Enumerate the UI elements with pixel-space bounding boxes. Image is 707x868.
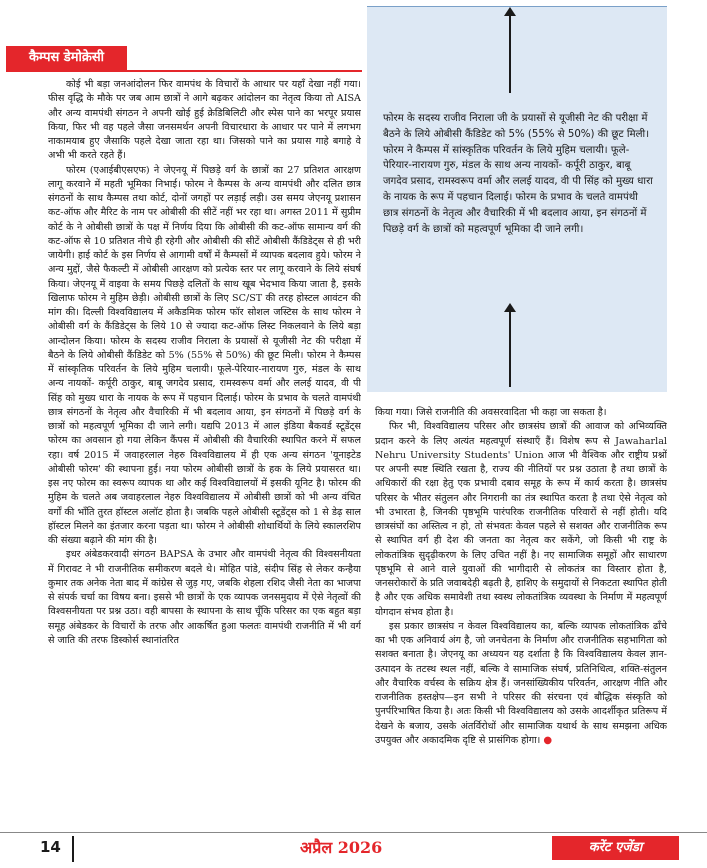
arrow-line-bottom (509, 309, 511, 387)
section-rule (6, 70, 362, 72)
page-number: 14 (40, 838, 61, 856)
magazine-name: करेंट एजेंडा (552, 836, 679, 860)
page-number-divider (72, 836, 74, 862)
body-paragraph-last (375, 620, 667, 748)
pullquote-text: फोरम के सदस्य राजीव निराला जी के प्रयासों से यूजीसी नेट की परीक्षा में बैठने के लिये ओबीसी कैंडिडेट को 5% (55% से 50%) की छूट मिली। फोरम ने कैम्पस में सांस्कृतिक परिवर्तन के लिये मुहिम चलायी। फूले-पेरियार-नारायण गुरु, मंडल के साथ अन्य नायकों- कर्पूरी ठाकुर, बाबू जगदेव प्रसाद, रामस्वरूप वर्मा और ललई यादव, वी पी सिंह को मुख्य धारा के नायक के रूप में पहचान दिलाई। फोरम के प्रभाव के चलते वामपंथी छात्र संगठनों के नेतृत्व और वैचारिकी में भी बदलाव आया, इन संगठनों में पिछड़े वर्ग के छात्रों को महत्वपूर्ण भूमिका दी जाने लगी। (383, 113, 653, 235)
article-column-right (375, 406, 667, 826)
issue-date: अप्रैल 2026 (300, 838, 383, 857)
body-paragraph: फोरम (एआईबीएसएफ) ने जेएनयू में पिछड़े वर्ग के छात्रों का 27 प्रतिशत आरक्षण लागू करवाने में महती भूमिका निभाई। फोरम ने कैम्पस के अन्य वामपंथी और दलित छात्र संगठनों के साथ कैम्पस तथा कोर्ट, दोनों जगहों पर लड़ाई लड़ी। उस समय जेएनयू प्रशासन कट-ऑफ और मैरिट के नाम पर ओबीसी की सीटें नहीं भर रहा था। अगस्त 2011 में सुप्रीम कोर्ट के ने ओबीसी छात्रों के पक्ष में निर्णय दिया कि ओबीसी की कट-ऑफ सामान्य वर्ग की कट-ऑफ से 10 प्रतिशत नीचे ही रहेगी और ओबीसी की सीटें ओबीसी कैंडिडेट्स से ही भरी जायेगी। हाई कोर्ट के इस निर्णय से आगामी वर्षों में कैम्पसों में व्यापक बदलाव हुये। फोरम ने अन्य मुद्दों, जैसे फैकल्टी में ओबीसी आरक्षण को प्रत्येक स्तर पर लागू करवाने के लिये संघर्ष किया। जेएनयू में वाइवा के समय पिछड़े दलितों के साथ खूब भेदभाव किया जाता है, इसके खिलाफ फोरम ने मुहिम छेड़ी। ओबीसी छात्रों के लिए SC/ST की तरह होस्टल आवंटन की मांग की। दिल्ली विश्वविद्यालय में अकैडमिक फोरम फॉर सोशल जस्टिस के साथ फोरम ने ओबीसी वर्ग के कैंडिडेट्स के लिये 10 से ज्यादा कट-ऑफ लिस्ट निकलवाने के लिये बड़ा आन्दोलन किया। फोरम के सदस्य राजीव निराला के प्रयासों से यूजीसी नेट की परीक्षा में बैठने के लिये ओबीसी कैंडिडेट को 5% (55% से 50%) की छूट मिली। फोरम ने कैम्पस में सांस्कृतिक परिवर्तन के लिये मुहिम चलायी। फूले-पेरियार-नारायण गुरु, मंडल के साथ अन्य नायकों- कर्पूरी ठाकुर, बाबू जगदेव प्रसाद, रामस्वरूप वर्मा और ललई यादव, वी पी सिंह को मुख्य धारा के नायक के रूप में पहचान दिलाई। फोरम के प्रभाव के चलते वामपंथी छात्र संगठनों के नेतृत्व और वैचारिकी में भी बदलाव आया, इन संगठनों में पिछड़े वर्ग के छात्रों को महत्वपूर्ण भूमिका दी जाने लगी। यद्यपि 2013 में आल इंडिया बैकवर्ड स्टूडेंट्स फोरम का अवसान हो गया लेकिन कैंपस में ओबीसी की वैचारिकी स्थापित करने में सफल रहा। वर्ष 2015 में जवाहरलाल नेहरु विश्वविद्यालय में ही एक अन्य संगठन 'यूनाइटेड ओबीसी फोरम' की स्थापना हुई। नया फोरम ओबीसी छात्रों के हक के लिये प्रयासरत था। इस नए फोरम का स्वरूप व्यापक था और कई विश्वविद्यालयों में इसकी यूनिट है। फोरम की मुहिम के चलते अब जवाहरलाल नेहरु विश्वविद्यालय में ओबीसी छात्रों को भी अन्य वंचित वर्गों की भाँति तुरत हॉस्टल अलॉट होता है। जबकि पहले ओबीसी स्टूडेंट्स को 1 से डेढ़ साल हॉस्टल मिलने का इंतजार करना पड़ता था। फोरम ने ओबीसी शोधार्थियों के लिये स्कालरशिप की संख्या बढ़ाने की मांग की है। (48, 164, 361, 546)
body-paragraph: किया गया। जिसे राजनीति की अवसरवादिता भी कहा जा सकता है। (375, 407, 607, 418)
end-mark-icon: ● (543, 734, 553, 746)
section-label: कैम्पस डेमोक्रेसी (6, 46, 127, 70)
pullquote-box (367, 6, 667, 392)
article-column-left (48, 78, 361, 833)
body-paragraph: इधर अंबेडकरवादी संगठन BAPSA के उभार और वामपंथी नेतृत्व की विश्वसनीयता में गिरावट ने भी राजनीतिक समीकरण बदले थे। मोहित पांडे, संदीप सिंह से लेकर कन्हैया कुमार तक अनेक नेता बाद में कांग्रेस से जुड़ गए, जबकि शेहला रशिद जैसी नेता का भाजपा से संपर्क चर्चा का विषय बना। इससे भी छात्रों के एक व्यापक जनसमुदाय में ऐसे नेतृत्वों की विश्वसनीयता पर प्रश्न उठा। वही बापसा के स्थापना के साथ चूँकि परिसर का एक बहुत बड़ा समूह अंबेडकर के विचारों के तरफ और आकर्षित हुआ फलतः वामपंथी राजनीति में भी वर्ग से जाति की तरफ डिस्कोर्स स्थानांतरित (48, 549, 361, 646)
body-paragraph-text: इस प्रकार छात्रसंघ न केवल विश्वविद्यालय का, बल्कि व्यापक लोकतांत्रिक ढाँचे का भी एक अनिवार्य अंग है, जो जनचेतना के निर्माण और राजनीतिक सहभागिता को सशक्त बनाता है। जेएनयू का अध्ययन यह दर्शाता है कि विश्वविद्यालय केवल ज्ञान-उत्पादन के तटस्थ स्थल नहीं, बल्कि वे सामाजिक संघर्ष, प्रतिनिधित्व, शक्ति-संतुलन और वैचारिक वर्चस्व के सक्रिय क्षेत्र हैं। जनसांख्यिकीय परिवर्तन, आरक्षण नीति और राजनीतिक हस्तक्षेप—इन सभी ने परिसर की संरचना एवं बौद्धिक संस्कृति को पुनर्परिभाषित किया है। अतः किसी भी विश्वविद्यालय को उसके आदर्शीकृत प्रतिरूप में देखने के बजाय, उसके अंतर्विरोधों और सामाजिक यथार्थ के साथ समझना अधिक उपयुक्त और अकादमिक दृष्टि से प्रासंगिक होगा। (375, 620, 667, 746)
body-paragraph: कोई भी बड़ा जनआंदोलन फिर वामपंथ के विचारों के आधार पर यहाँ देखा नहीं गया। फीस वृद्धि के मौके पर जब आम छात्रों ने आगे बढ़कर आंदोलन का नेतृत्व किया तो AISA और अन्य वामपंथी संगठन ने अपनी खोई हुई क्रेडिबिलिटी और स्पेस पाने का भरपूर प्रयास किया, फिर भी वह पहले जैसा जनसमर्थन अपनी विचारधारा के आधार पर पाने में लगभग नाकामयाब हुए जैसाकि पहले देखा जाता रहा था। जिसको पाने का प्रयास गाहे बगाहे वे अभी भी करते रहते हैं। (48, 79, 361, 162)
arrow-line-top (509, 13, 511, 93)
footer-rule (0, 832, 707, 833)
body-paragraph: फिर भी, विश्वविद्यालय परिसर और छात्रसंघ छात्रों की आवाज को अभिव्यक्ति प्रदान करने के लिए अत्यंत महत्वपूर्ण संस्थाएँ हैं। विशेष रूप से Jawaharlal Nehru University Students' Union आज भी वैश्विक और राष्ट्रीय प्रश्नों पर अपनी स्पष्ट स्थिति रखता है, राज्य की नीतियों पर प्रश्न उठाता है तथा छात्रों के अधिकारों की रक्षा हेतु एक प्रभावी दबाव समूह के रूप में कार्य करता है। छात्रसंघ परिसर के भीतर संतुलन और निगरानी का तंत्र स्थापित करता है तथा ऐसे नेतृत्व को भी उभारता है, जिनकी पृष्ठभूमि पारंपरिक राजनीतिक परिवारों से नहीं होती। यदि छात्रसंघों का अस्तित्व न हो, तो संभवतः केवल पहले से सशक्त और राजनीतिक रूप से स्थापित वर्ग ही देश की जनता का नेतृत्व कर सकेंगे, जो किसी भी राष्ट्र के लोकतांत्रिक सुदृढ़ीकरण के लिए उचित नहीं है। नए सामाजिक समूहों और साधारण पृष्ठभूमि से आने वाले युवाओं की भागीदारी से लोकतंत्र का विस्तार होता है, जनसरोकारों के प्रति जवाबदेही बढ़ती है, हाशिए के समुदायों से निकटता स्थापित होती है और एक अधिक समावेशी तथा स्वस्थ लोकतांत्रिक व्यवस्था के निर्माण में महत्वपूर्ण योगदान संभव होता है। (375, 421, 667, 618)
